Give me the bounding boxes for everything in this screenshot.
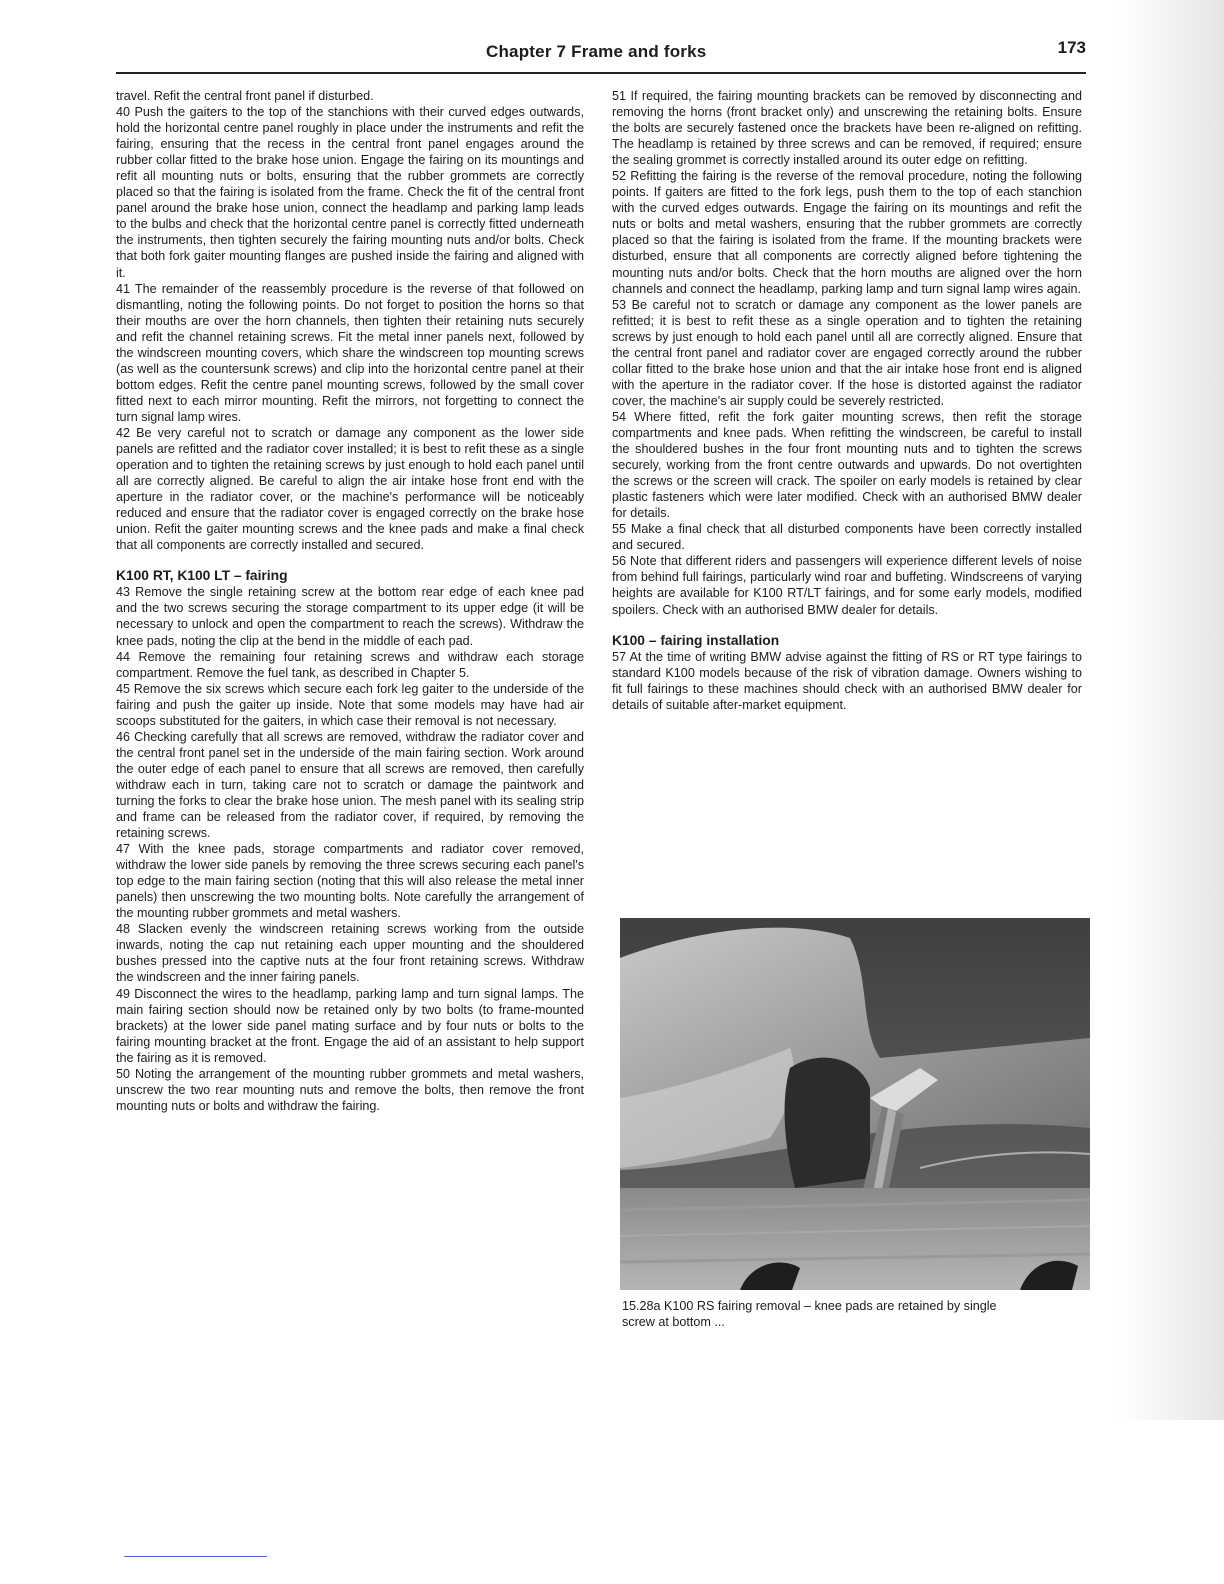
- paragraph: 56 Note that different riders and passengers will experience different levels of noise from behind full fairings, particularly wind roar and buffeting. Windscreens of varying heights are available for K100 RT/LT fairings, and for some early models, modified spoilers. Check with an authorised BMW dealer for details.: [612, 554, 1082, 617]
- left-column: [116, 88, 584, 1114]
- paragraph: 42 Be very careful not to scratch or damage any component as the lower side panels are refitted and the radiator cover installed; it is best to refit these as a single operation and to tighten the retaining screws by just enough to hold each panel until all are correctly aligned. Be careful to align the air intake hose front end with the aperture in the radiator cover, or the machine's performance will be noticeably reduced and ensure that the radiator cover is engaged correctly on the brake hose union. Refit the gaiter mounting screws and the knee pads and make a final check that all components are correctly installed and secured.: [116, 425, 584, 553]
- paragraph: 45 Remove the six screws which secure each fork leg gaiter to the underside of the fairing and push the gaiter up inside. Note that some models may have had air scoops substituted for the gaiters, in which case their removal is not necessary.: [116, 681, 584, 728]
- paragraph: 54 Where fitted, refit the fork gaiter mounting screws, then refit the storage compartments and knee pads. When refitting the windscreen, be careful to install the shouldered bushes in the four front mounting nuts and to tighten the screws securely, working from the front centre outwards and upwards. Do not overtighten the screws or the screen will crack. The spoiler on early models is retained by clear plastic fasteners which were later modified. Check with an authorised BMW dealer for details.: [612, 409, 1082, 521]
- paragraph: 47 With the knee pads, storage compartments and radiator cover removed, withdraw the lower side panels by removing the three screws securing each panel's top edge to the main fairing section (noting that this will also release the metal inner panels) then unscrewing the two mounting bolts. Note carefully the arrangement of the mounting rubber grommets and metal washers.: [116, 842, 584, 921]
- chapter-title: Chapter 7 Frame and forks: [486, 42, 707, 61]
- page-number: 173: [1057, 38, 1086, 57]
- page-header: [116, 36, 1086, 74]
- paragraph: 49 Disconnect the wires to the headlamp, parking lamp and turn signal lamps. The main fairing section should now be retained only by two bolts (to frame-mounted brackets) at the lower side panel mating surface and by four nuts or bolts to the fairing mounting bracket at the front. Engage the aid of an assistant to help support the fairing as it is removed.: [116, 986, 584, 1065]
- right-column: [612, 88, 1082, 713]
- figure-photo: [620, 918, 1090, 1290]
- paragraph: 43 Remove the single retaining screw at the bottom rear edge of each knee pad and the two screws securing the storage compartment to its upper edge (it will be necessary to unlock and open the compartment to reach the screws). Withdraw the knee pads, noting the clip at the bend in the middle of each pad.: [116, 585, 584, 648]
- paragraph: 48 Slacken evenly the windscreen retaining screws working from the outside inwards, noting the cap nut retaining each upper mounting and the shouldered bushes pressed into the captive nuts at the four front retaining screws. Withdraw the windscreen and the inner fairing panels.: [116, 922, 584, 985]
- paragraph: 55 Make a final check that all disturbed components have been correctly installed and secured.: [612, 522, 1082, 553]
- caption-line: 15.28a K100 RS fairing removal – knee pads are retained by single: [622, 1299, 997, 1313]
- paragraph: 44 Remove the remaining four retaining screws and withdraw each storage compartment. Remove the fuel tank, as described in Chapter 5.: [116, 649, 584, 680]
- section-heading: K100 – fairing installation: [612, 632, 780, 648]
- figure-caption: [622, 1298, 1088, 1330]
- section-heading: K100 RT, K100 LT – fairing: [116, 568, 288, 584]
- footer-rule: [124, 1556, 267, 1557]
- paragraph: 40 Push the gaiters to the top of the stanchions with their curved edges outwards, hold the horizontal centre panel roughly in place under the instruments and refit the fairing, ensuring that the recess in the central front panel engages around the rubber collar fitted to the brake hose union. Engage the fairing on its mountings and refit all mounting nuts or bolts, ensuring that the rubber grommets are correctly placed so that the fairing is isolated from the frame. Check the fit of the central front panel around the brake hose union, connect the headlamp and parking lamp leads to the bulbs and check that the horizontal centre panel is correctly fitted underneath the instruments, then tighten securely the fairing mounting nuts and/or bolts. Check that both fork gaiter mounting flanges are pushed inside the fairing and aligned with it.: [116, 105, 584, 280]
- paragraph: 46 Checking carefully that all screws are removed, withdraw the radiator cover and the central front panel set in the underside of the main fairing section. Work around the outer edge of each panel to ensure that all screws are removed, then carefully withdraw each in turn, taking care not to scratch or damage the paintwork and turning the forks to clear the brake hose union. The mesh panel with its sealing strip and frame can be released from the radiator cover, if required, by removing the retaining screws.: [116, 729, 584, 841]
- scan-margin-shadow: [1118, 0, 1224, 1420]
- paragraph: 51 If required, the fairing mounting brackets can be removed by disconnecting and removing the horns (front bracket only) and unscrewing the retaining bolts. Ensure the bolts are securely fastened once the brackets have been re-aligned on refitting. The headlamp is retained by three screws and can be removed, if required; ensure the sealing grommet is correctly installed around its outer edge on refitting.: [612, 89, 1082, 168]
- paragraph: 57 At the time of writing BMW advise against the fitting of RS or RT type fairings to standard K100 models because of the risk of vibration damage. Owners wishing to fit full fairings to these machines should check with an authorised BMW dealer for details of suitable after-market equipment.: [612, 649, 1082, 712]
- caption-line: screw at bottom ...: [622, 1315, 725, 1329]
- paragraph: 52 Refitting the fairing is the reverse of the removal procedure, noting the following points. If gaiters are fitted to the fork legs, push them to the top of each stanchion with the curved edges outwards. Engage the fairing on its mountings and refit the nuts or bolts and metal washers, ensuring that the rubber grommets are correctly placed so that the fairing is isolated from the frame. If the mounting brackets were disturbed, ensure that all components are correctly aligned before tightening the mounting nuts and/or bolts. Check that the horn mouths are aligned over the horn channels and connect the headlamp, parking lamp and turn signal lamp wires again.: [612, 169, 1082, 296]
- fairing-photo-illustration: [620, 918, 1090, 1290]
- paragraph: travel. Refit the central front panel if disturbed.: [116, 89, 374, 103]
- paragraph: 53 Be careful not to scratch or damage any component as the lower panels are refitted; it is best to refit these as a single operation and to tighten the retaining screws by just enough to hold each panel until all are correctly aligned. Ensure that the central front panel and radiator cover are engaged correctly around the rubber collar fitted to the brake hose union and that the air intake hose front end is aligned with the aperture in the radiator cover. If the hose is distorted against the radiator cover, the machine's air supply could be severely restricted.: [612, 297, 1082, 408]
- paragraph: 50 Noting the arrangement of the mounting rubber grommets and metal washers, unscrew the two rear mounting nuts and remove the bolts, then remove the front mounting nuts or bolts and withdraw the fairing.: [116, 1066, 584, 1113]
- paragraph: 41 The remainder of the reassembly procedure is the reverse of that followed on dismantling, noting the following points. Do not forget to position the horns so that their mouths are over the horn channels, then tighten their retaining nuts securely and refit the channel retaining screws. Fit the metal inner panels next, followed by the windscreen mounting covers, which share the windscreen top mounting screws (as well as the countersunk screws) and clip into the horizontal centre panel at their bottom edges. Refit the centre panel mounting screws, followed by the small cover fitted next to each mirror mounting. Refit the mirrors, not forgetting to connect the turn signal lamp wires.: [116, 281, 584, 424]
